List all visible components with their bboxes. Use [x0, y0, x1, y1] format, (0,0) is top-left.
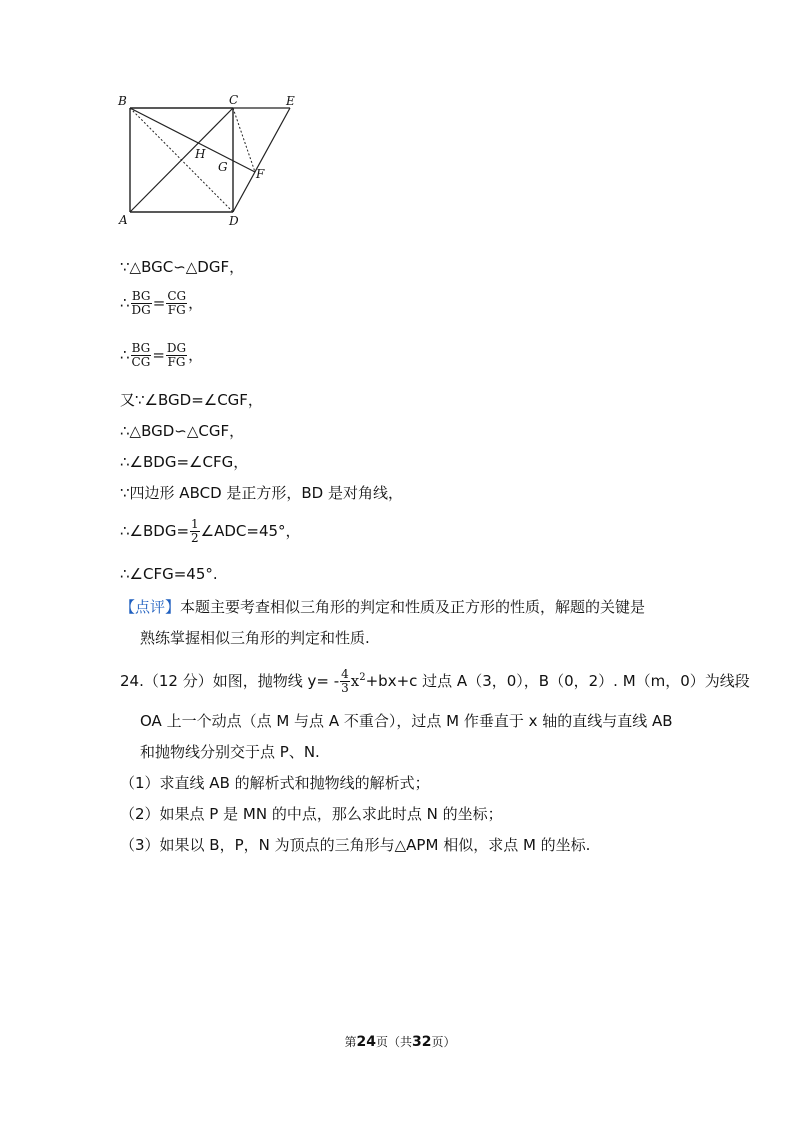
problem-24-line-2: OA 上一个动点（点 M 与点 A 不重合），过点 M 作垂直于 x 轴的直线与直线 AB: [140, 712, 673, 730]
proof-line-9: ∴∠CFG=45°.: [120, 565, 218, 583]
angle-adc-text: ∠ADC=45°，: [200, 522, 301, 540]
problem-text: 如图，抛物线 y= -: [212, 672, 340, 690]
fraction-numerator: BG: [131, 341, 151, 355]
proof-line-5: ∴△BGD∽△CGF，: [120, 422, 245, 440]
label-E: E: [286, 94, 295, 108]
therefore-symbol: ∴: [120, 294, 130, 312]
footer-suffix: 页）: [431, 1035, 456, 1049]
proof-line-2: [120, 290, 203, 317]
proof-line-8: [120, 518, 301, 545]
label-F: F: [256, 167, 265, 181]
question-2: （2）如果点 P 是 MN 的中点，那么求此时点 N 的坐标；: [120, 805, 503, 823]
footer-total-pages: 32: [412, 1034, 432, 1050]
segment-ED: [233, 108, 290, 212]
problem-text-cont: +bx+c 过点 A（3，0），B（0，2）. M（m，0）为线段: [365, 672, 750, 690]
comma: ，: [188, 346, 204, 364]
exponent: 2: [359, 672, 366, 683]
problem-24-line-1: [120, 668, 750, 695]
equals-sign: =: [152, 346, 165, 364]
label-C: C: [229, 93, 239, 107]
comment-tag: 【点评】: [120, 598, 181, 616]
proof-line-1: ∵△BGC∽△DGF，: [120, 258, 245, 276]
fraction-numerator: DG: [166, 341, 187, 355]
label-G: G: [218, 160, 228, 174]
fraction-denominator: 2: [191, 531, 199, 545]
fraction-denominator: FG: [167, 303, 186, 317]
fraction-cg-fg: [166, 290, 187, 317]
proof-line-4: 又∵∠BGD=∠CGF，: [120, 391, 263, 409]
fraction-numerator: 1: [191, 517, 199, 531]
angle-bdg-text: ∴∠BDG=: [120, 522, 190, 540]
proof-line-3: [120, 342, 203, 369]
fraction-four-thirds: [340, 668, 350, 695]
fraction-one-half: [190, 518, 200, 545]
label-A: A: [119, 213, 128, 227]
fraction-numerator: BG: [131, 289, 151, 303]
comma: ，: [188, 294, 204, 312]
label-B: B: [118, 94, 127, 108]
comment-line-1: [120, 596, 645, 617]
problem-score: （12 分）: [143, 672, 213, 690]
problem-24-line-3: 和抛物线分别交于点 P、N.: [140, 743, 320, 761]
therefore-symbol: ∴: [120, 346, 130, 364]
geometry-figure: [115, 90, 315, 230]
question-1: （1）求直线 AB 的解析式和抛物线的解析式；: [120, 774, 430, 792]
fraction-numerator: 4: [341, 667, 349, 681]
footer-middle: 页（共: [375, 1035, 412, 1049]
fraction-numerator: CG: [167, 289, 187, 303]
question-3: （3）如果以 B，P，N 为顶点的三角形与△APM 相似，求点 M 的坐标.: [120, 836, 591, 854]
fraction-bg-cg: [131, 342, 152, 369]
proof-line-6: ∴∠BDG=∠CFG，: [120, 453, 249, 471]
fraction-denominator: FG: [167, 355, 186, 369]
label-H: H: [195, 147, 206, 161]
proof-line-7: ∵四边形 ABCD 是正方形，BD 是对角线，: [120, 484, 404, 502]
footer-prefix: 第: [344, 1035, 357, 1049]
problem-number: 24.: [120, 672, 144, 690]
fraction-denominator: CG: [131, 355, 151, 369]
comment-line-2: 熟练掌握相似三角形的判定和性质.: [140, 629, 370, 647]
page-footer: [0, 1033, 800, 1050]
footer-page-number: 24: [356, 1034, 376, 1050]
variable-x: x: [350, 672, 360, 690]
fraction-dg-fg: [166, 342, 187, 369]
label-D: D: [229, 214, 239, 228]
fraction-denominator: DG: [131, 303, 151, 317]
fraction-denominator: 3: [341, 681, 349, 695]
fraction-bg-dg: [131, 290, 152, 317]
comment-text: 本题主要考查相似三角形的判定和性质及正方形的性质，解题的关键是: [180, 598, 646, 616]
equals-sign: =: [152, 294, 166, 312]
segment-BF: [130, 108, 255, 172]
